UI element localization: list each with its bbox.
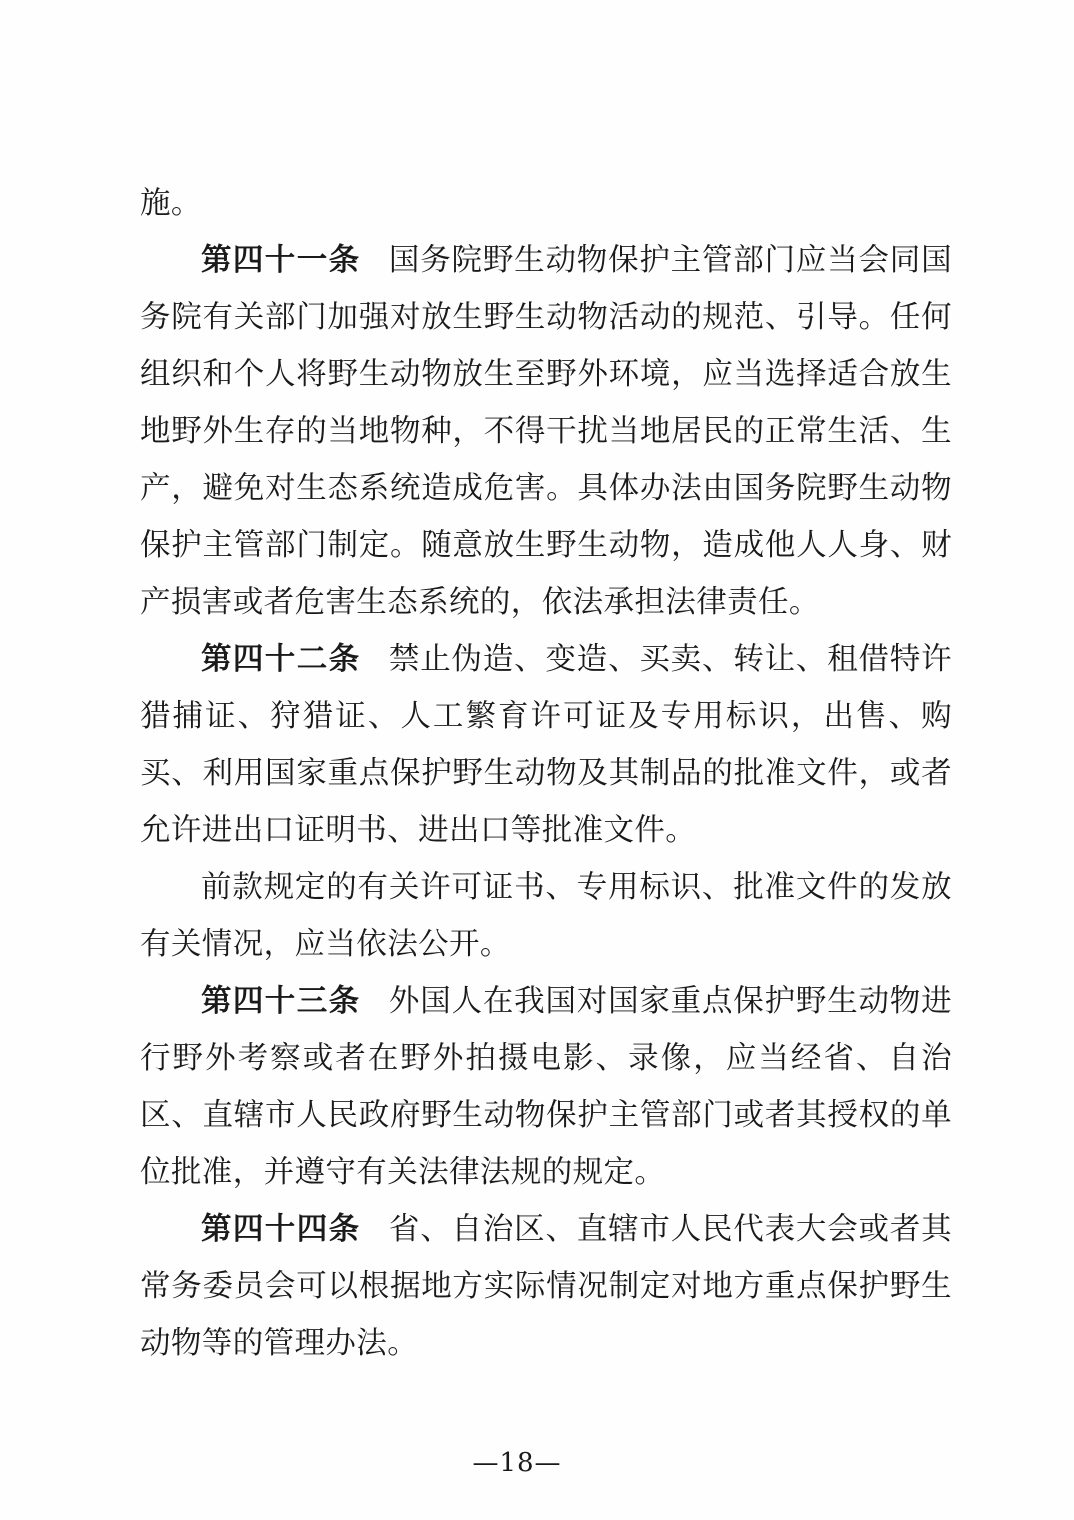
page-number: —18—	[472, 1448, 562, 1478]
paragraph-text: 施。	[140, 186, 202, 221]
article-label: 第四十四条	[201, 1211, 361, 1247]
paragraph-article-42	[140, 631, 952, 859]
paragraph-text: 省、自治区、直辖市人民代表大会或者其常务委员会可以根据地方实际情况制定对地方重点保护野生动物等的管理办法。	[140, 1212, 953, 1361]
document-body	[140, 175, 952, 1372]
paragraph-continued	[140, 175, 952, 232]
page-footer	[0, 1448, 1074, 1478]
paragraph-article-43	[140, 973, 952, 1201]
paragraph-article-42-clause-2	[140, 859, 952, 973]
paragraph-text: 前款规定的有关许可证书、专用标识、批准文件的发放有关情况，应当依法公开。	[140, 870, 952, 962]
paragraph-text: 外国人在我国对国家重点保护野生动物进行野外考察或者在野外拍摄电影、录像，应当经省、自治区、直辖市人民政府野生动物保护主管部门或者其授权的单位批准，并遵守有关法律法规的规定。	[140, 984, 953, 1190]
paragraph-text: 国务院野生动物保护主管部门应当会同国务院有关部门加强对放生野生动物活动的规范、引导。任何组织和个人将野生动物放生至野外环境，应当选择适合放生地野外生存的当地物种，不得干扰当地居民的正常生活、生产，避免对生态系统造成危害。具体办法由国务院野生动物保护主管部门制定。随意放生野生动物，造成他人人身、财产损害或者危害生态系统的，依法承担法律责任。	[140, 243, 953, 620]
paragraph-article-44	[140, 1201, 952, 1372]
paragraph-article-41	[140, 232, 952, 631]
article-label: 第四十二条	[201, 641, 361, 677]
article-label: 第四十一条	[201, 242, 361, 278]
article-label: 第四十三条	[201, 983, 361, 1019]
paragraph-text: 禁止伪造、变造、买卖、转让、租借特许猎捕证、狩猎证、人工繁育许可证及专用标识，出售、购买、利用国家重点保护野生动物及其制品的批准文件，或者允许进出口证明书、进出口等批准文件。	[140, 642, 953, 848]
